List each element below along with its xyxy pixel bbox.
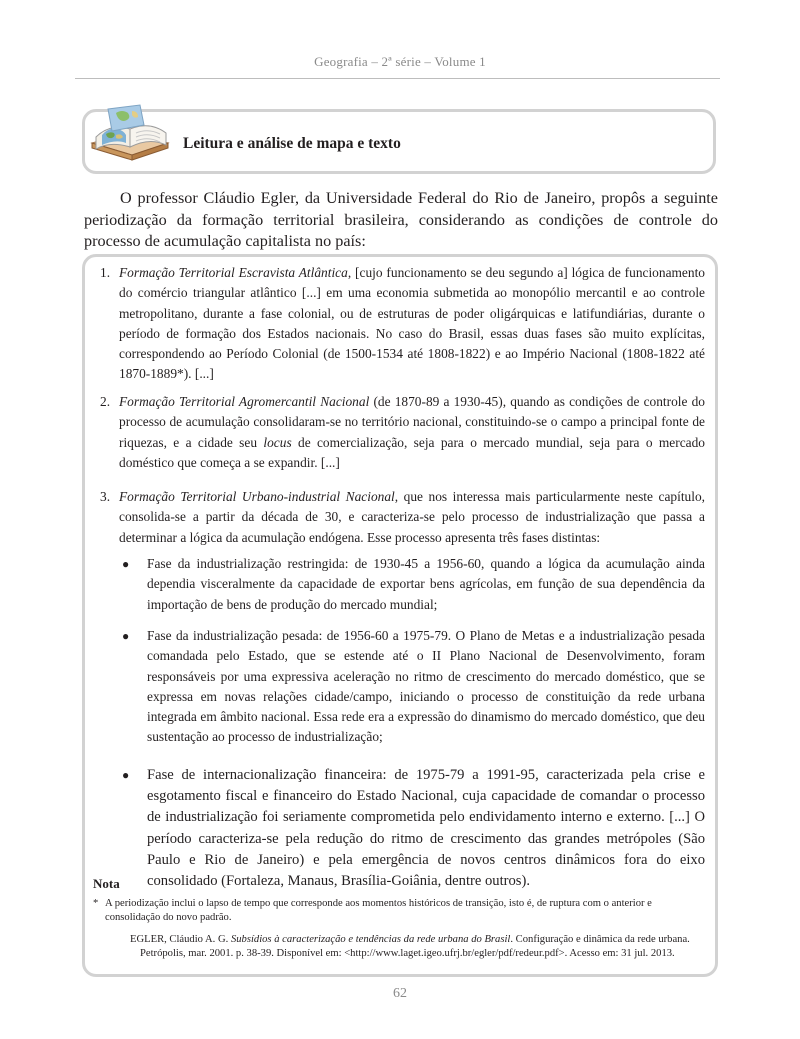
item-emphasis: locus <box>263 434 292 450</box>
item-body: (de 1870-89 a 1930-45), quando as condições de controle do processo de acumulação consolidaram-se no território nacional, constituindo-se o campo a principal fonte de riquezas, e a cidade seu <box>119 394 706 450</box>
bullet-text: Fase da industrialização pesada: de 1956-60 a 1975-79. O Plano de Metas e a industrialização pesada comandada pelo Estado, que se estende até o II Plano Nacional de Desenvolvimento, foram responsáveis por uma expressiva aceleração no ritmo de crescimento do mercado doméstico, que se expressa em novas relações cidade/campo, iniciando o processo de constituição da rede urbana integrada em âmbito nacional. Essa rede era a expressão do dinamismo do mercado doméstico, que deu sustentação ao processo de industrialização; <box>147 628 705 745</box>
item-title: Formação Territorial Escravista Atlântica <box>119 265 348 280</box>
item-body: , [cujo funcionamento se deu segundo a] lógica de funcionamento do comércio triangular atlântico [...] em uma economia submetida ao monopólio mercantil e ao controle metropolitano, durante a fase colonial, ou de estruturas de poder oligárquicas e latifundiárias, durante o período de formação dos Estados nacionais. No caso do Brasil, essas duas fases são muito explícitas, correspondendo ao Período Colonial (de 1500-1534 até 1808-1822) e ao Império Nacional (1808-1822 até 1870-1889*). [...] <box>119 265 705 382</box>
bullet-dot-icon: ● <box>122 629 130 643</box>
list-item <box>100 392 705 473</box>
reference-rest: . Configuração e dinâmica da rede urbana. <box>510 934 690 945</box>
item-text <box>119 487 705 548</box>
reference-line-2: Petrópolis, mar. 2001. p. 38-39. Disponível em: <http://www.laget.igeo.ufrj.br/egler/pdf/redeur.pdf>. Acesso em: 31 jul. 2013. <box>140 947 675 959</box>
note-label: Nota <box>93 876 120 891</box>
item-title: Formação Territorial Agromercantil Nacional <box>119 394 370 409</box>
section-title: Leitura e análise de mapa e texto <box>183 135 401 152</box>
bullet-text: Fase de internacionalização financeira: de 1975-79 a 1991-95, caracterizada pela crise e esgotamento fiscal e financeiro do Estado Nacional, cuja capacidade de comandar o processo de industrialização foi seriamente comprometida pelo endividamento interno e externo. [...] O período caracteriza-se pela redução do ritmo de crescimento das grandes metrópoles (São Paulo e Rio de Janeiro) e pela emergência de novos centros dinâmicos fora do eixo consolidado (Fortaleza, Manaus, Brasília-Goiânia, dentre outros). <box>147 767 705 890</box>
list-item <box>100 487 705 548</box>
item-text <box>119 392 705 473</box>
list-item <box>100 263 705 385</box>
reference-line-1 <box>130 933 705 947</box>
reference-title: Subsídios à caracterização e tendências da rede urbana do Brasil <box>230 934 511 945</box>
bullet-item <box>122 765 705 892</box>
bullet-dot-icon: ● <box>122 557 130 571</box>
bullet-item <box>122 554 705 615</box>
item-body: , que nos interessa mais particularmente neste capítulo, consolida-se a partir da década de 30, e caracteriza-se pelo processo de industrialização que passa a determinar a lógica da acumulação endógena. Esse processo apresenta três fases distintas: <box>119 489 705 545</box>
reference-author: EGLER, Cláudio A. G. <box>130 934 231 945</box>
item-number: 2. <box>100 394 111 409</box>
page-number: 62 <box>393 986 407 1001</box>
bullet-dot-icon: ● <box>122 768 130 782</box>
intro-paragraph: O professor Cláudio Egler, da Universidade Federal do Rio de Janeiro, propôs a seguinte periodização da formação territorial brasileira, considerando as condições de controle do processo de acumulação capitalista no país: <box>84 189 718 250</box>
footnote-marker: * <box>93 898 99 909</box>
running-header: Geografia – 2ª série – Volume 1 <box>314 54 486 69</box>
item-number: 1. <box>100 265 111 280</box>
item-text <box>119 263 705 385</box>
header-rule <box>75 78 720 79</box>
item-body: de comercialização, seja para o mercado mundial, seja para o mercado doméstico que começa a se expandir. [...] <box>119 434 705 470</box>
footnote-text: A periodização inclui o lapso de tempo que corresponde aos momentos históricos de transição, isto é, de ruptura com o anterior e consolidação do novo padrão. <box>105 898 652 923</box>
item-number: 3. <box>100 489 111 504</box>
bullet-item <box>122 626 705 748</box>
bullet-text: Fase da industrialização restringida: de 1930-45 a 1956-60, quando a lógica da acumulação ainda dependia visceralmente da capacidade de exportar bens agrícolas, em função de sua dependência da importação de bens de produção do mercado mundial; <box>147 556 705 612</box>
source-reference <box>130 933 705 960</box>
footnote <box>93 897 705 924</box>
open-book-with-map-icon <box>88 103 172 165</box>
item-title: Formação Territorial Urbano-industrial Nacional <box>119 489 395 504</box>
